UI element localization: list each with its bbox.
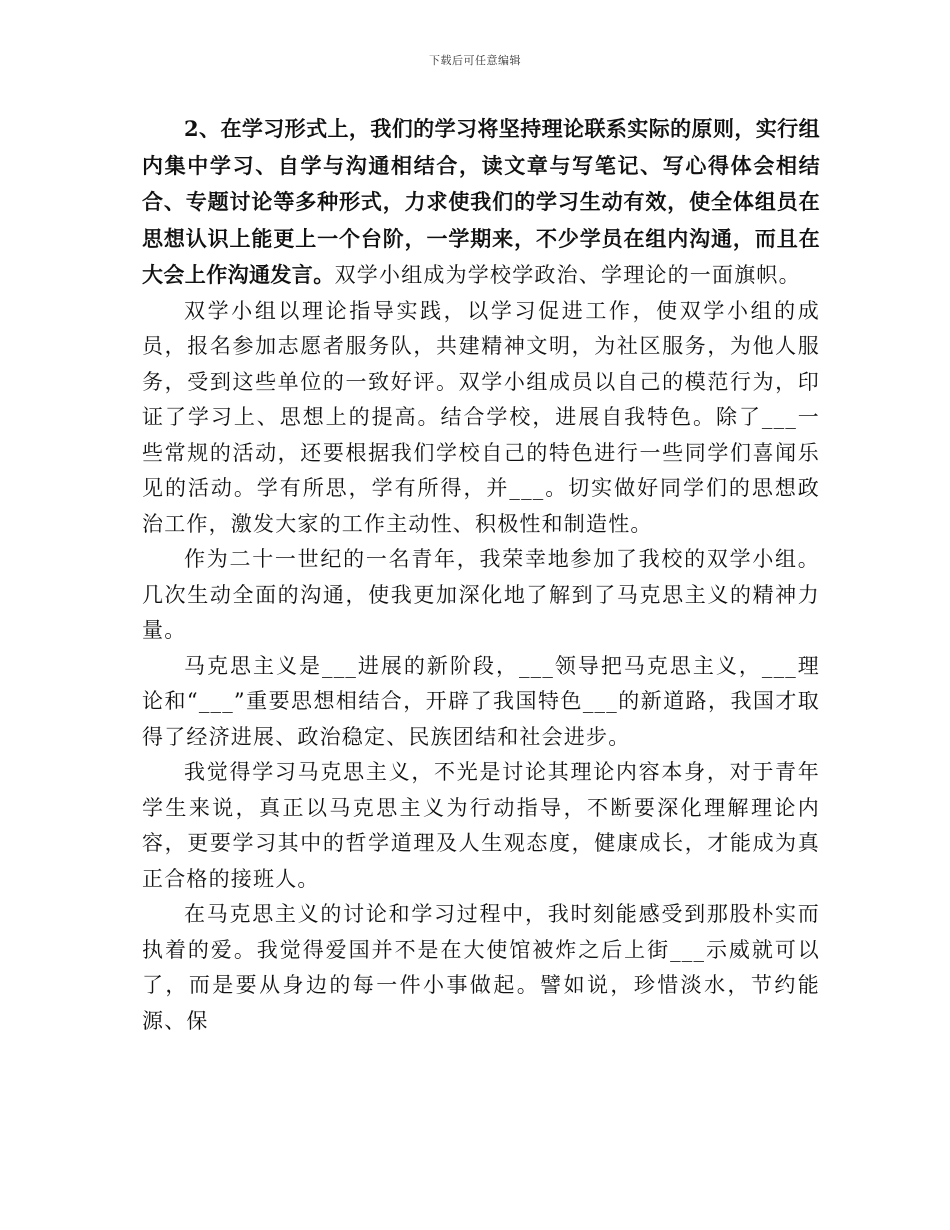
paragraph-marxism: 马克思主义是___进展的新阶段，___领导把马克思主义，___理论和“___”重要思想相结合，开辟了我国特色___的新道路，我国才取得了经济进展、政治稳定、民族团结和社会进步。 bbox=[142, 653, 820, 749]
paragraph-youth: 作为二十一世纪的一名青年，我荣幸地参加了我校的双学小组。几次生动全面的沟通，使我更加深化地了解到了马克思主义的精神力量。 bbox=[142, 547, 820, 642]
paragraph-patriotism: 在马克思主义的讨论和学习过程中，我时刻能感受到那股朴实而执着的爱。我觉得爱国并不是在大使馆被炸之后上街___示威就可以了，而是要从身边的每一件小事做起。譬如说，珍惜淡水，节约能源、保 bbox=[142, 902, 820, 1033]
document-body bbox=[142, 111, 820, 1039]
paragraph-study-format bbox=[142, 111, 820, 294]
paragraph-practice: 双学小组以理论指导实践，以学习促进工作，使双学小组的成员，报名参加志愿者服务队，共建精神文明，为社区服务，为他人服务，受到这些单位的一致好评。双学小组成员以自己的模范行为，印证了学习上、思想上的提高。结合学校，进展自我特色。除了___一些常规的活动，还要根据我们学校自己的特色进行一些同学们喜闻乐见的活动。学有所思，学有所得，并___。切实做好同学们的思想政治工作，激发大家的工作主动性、积极性和制造性。 bbox=[142, 298, 820, 536]
paragraph-text: 双学小组成为学校学政治、学理论的一面旗帜。 bbox=[334, 263, 801, 287]
bold-text: 2、在学习形式上，我们的学习将坚持理论联系实际的原则，实行组内集中学习、自学与沟通相结合，读文章与写笔记、写心得体会相结合、专题讨论等多种形式，力求使我们的学习生动有效，使全体组员在思想认识上能更上一个台阶，一学期来，不少学员在组内沟通，而且在大会上作沟通发言。 bbox=[142, 116, 820, 287]
paragraph-reflection: 我觉得学习马克思主义，不光是讨论其理论内容本身，对于青年学生来说，真正以马克思主义为行动指导，不断要深化理解理论内容，更要学习其中的哲学道理及人生观态度，健康成长，才能成为真正合格的接班人。 bbox=[142, 760, 820, 891]
header-note: 下载后可任意编辑 bbox=[429, 54, 521, 67]
